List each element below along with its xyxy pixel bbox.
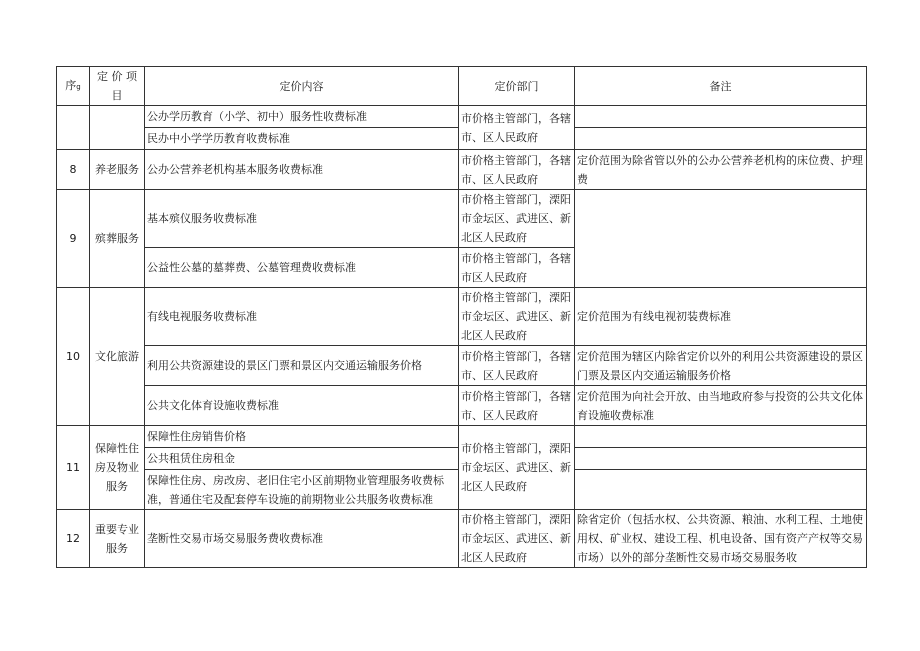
content-cell: 利用公共资源建设的景区门票和景区内交通运输服务价格 — [145, 346, 459, 386]
table-row — [57, 190, 867, 248]
content-cell: 公共租赁住房租金 — [145, 448, 459, 470]
item-cell: 保障性住房及物业服务 — [90, 426, 145, 510]
item-cell — [90, 106, 145, 150]
content-cell: 公益性公墓的墓葬费、公墓管理费收费标准 — [145, 248, 459, 288]
header-dept: 定价部门 — [459, 67, 575, 106]
seq-cell: 12 — [57, 510, 90, 568]
dept-cell: 市价格主管部门，溧阳市金坛区、武进区、新北区人民政府 — [459, 288, 575, 346]
table-row — [57, 346, 867, 386]
header-seq: 序g — [57, 67, 90, 106]
table-row — [57, 386, 867, 426]
table-row — [57, 510, 867, 568]
remark-cell: 定价范围为辖区内除省定价以外的利用公共资源建设的景区门票及景区内交通运输服务价格 — [575, 346, 867, 386]
content-cell: 公办学历教育（小学、初中）服务性收费标准 — [145, 106, 459, 128]
header-remark: 备注 — [575, 67, 867, 106]
table-row — [57, 106, 867, 128]
dept-cell: 市价格主管部门，溧阳市金坛区、武进区、新北区人民政府 — [459, 190, 575, 248]
dept-cell: 市价格主管部门，各辖市、区人民政府 — [459, 106, 575, 150]
content-cell: 垄断性交易市场交易服务费收费标准 — [145, 510, 459, 568]
table-header-row — [57, 67, 867, 106]
dept-cell: 市价格主管部门，各辖市区人民政府 — [459, 248, 575, 288]
dept-cell: 市价格主管部门，各辖市、区人民政府 — [459, 346, 575, 386]
seq-cell: 9 — [57, 190, 90, 288]
remark-cell: 定价范围为有线电视初装费标准 — [575, 288, 867, 346]
content-cell: 基本殡仪服务收费标准 — [145, 190, 459, 248]
dept-cell: 市价格主管部门，溧阳市金坛区、武进区、新北区人民政府 — [459, 426, 575, 510]
seq-cell: 10 — [57, 288, 90, 426]
item-cell: 重要专业服务 — [90, 510, 145, 568]
table-row — [57, 426, 867, 448]
content-cell: 有线电视服务收费标准 — [145, 288, 459, 346]
remark-cell — [575, 106, 867, 128]
content-cell: 民办中小学学历教育收费标准 — [145, 128, 459, 150]
dept-cell: 市价格主管部门，各辖市、区人民政府 — [459, 150, 575, 190]
content-cell: 保障性住房销售价格 — [145, 426, 459, 448]
seq-cell — [57, 106, 90, 150]
dept-cell: 市价格主管部门，各辖市、区人民政府 — [459, 386, 575, 426]
content-cell: 公办公营养老机构基本服务收费标准 — [145, 150, 459, 190]
table-row — [57, 288, 867, 346]
remark-cell — [575, 128, 867, 150]
table-row — [57, 150, 867, 190]
dept-cell: 市价格主管部门，溧阳市金坛区、武进区、新北区人民政府 — [459, 510, 575, 568]
seq-cell: 11 — [57, 426, 90, 510]
item-cell: 殡葬服务 — [90, 190, 145, 288]
remark-cell — [575, 448, 867, 470]
header-item: 定 价 项 目 — [90, 67, 145, 106]
price-table — [56, 66, 867, 568]
remark-cell: 定价范围为向社会开放、由当地政府参与投资的公共文化体育设施收费标准 — [575, 386, 867, 426]
header-content: 定价内容 — [145, 67, 459, 106]
item-cell: 文化旅游 — [90, 288, 145, 426]
content-cell: 保障性住房、房改房、老旧住宅小区前期物业管理服务收费标准，普通住宅及配套停车设施的前期物业公共服务收费标准 — [145, 470, 459, 510]
remark-cell: 除省定价（包括水权、公共资源、粮油、水利工程、土地使用权、矿业权、建设工程、机电设备、国有资产产权等交易市场）以外的部分垄断性交易市场交易服务收 — [575, 510, 867, 568]
item-cell: 养老服务 — [90, 150, 145, 190]
remark-cell — [575, 470, 867, 510]
seq-cell: 8 — [57, 150, 90, 190]
remark-cell — [575, 190, 867, 288]
remark-cell: 定价范围为除省管以外的公办公营养老机构的床位费、护理费 — [575, 150, 867, 190]
content-cell: 公共文化体育设施收费标准 — [145, 386, 459, 426]
remark-cell — [575, 426, 867, 448]
